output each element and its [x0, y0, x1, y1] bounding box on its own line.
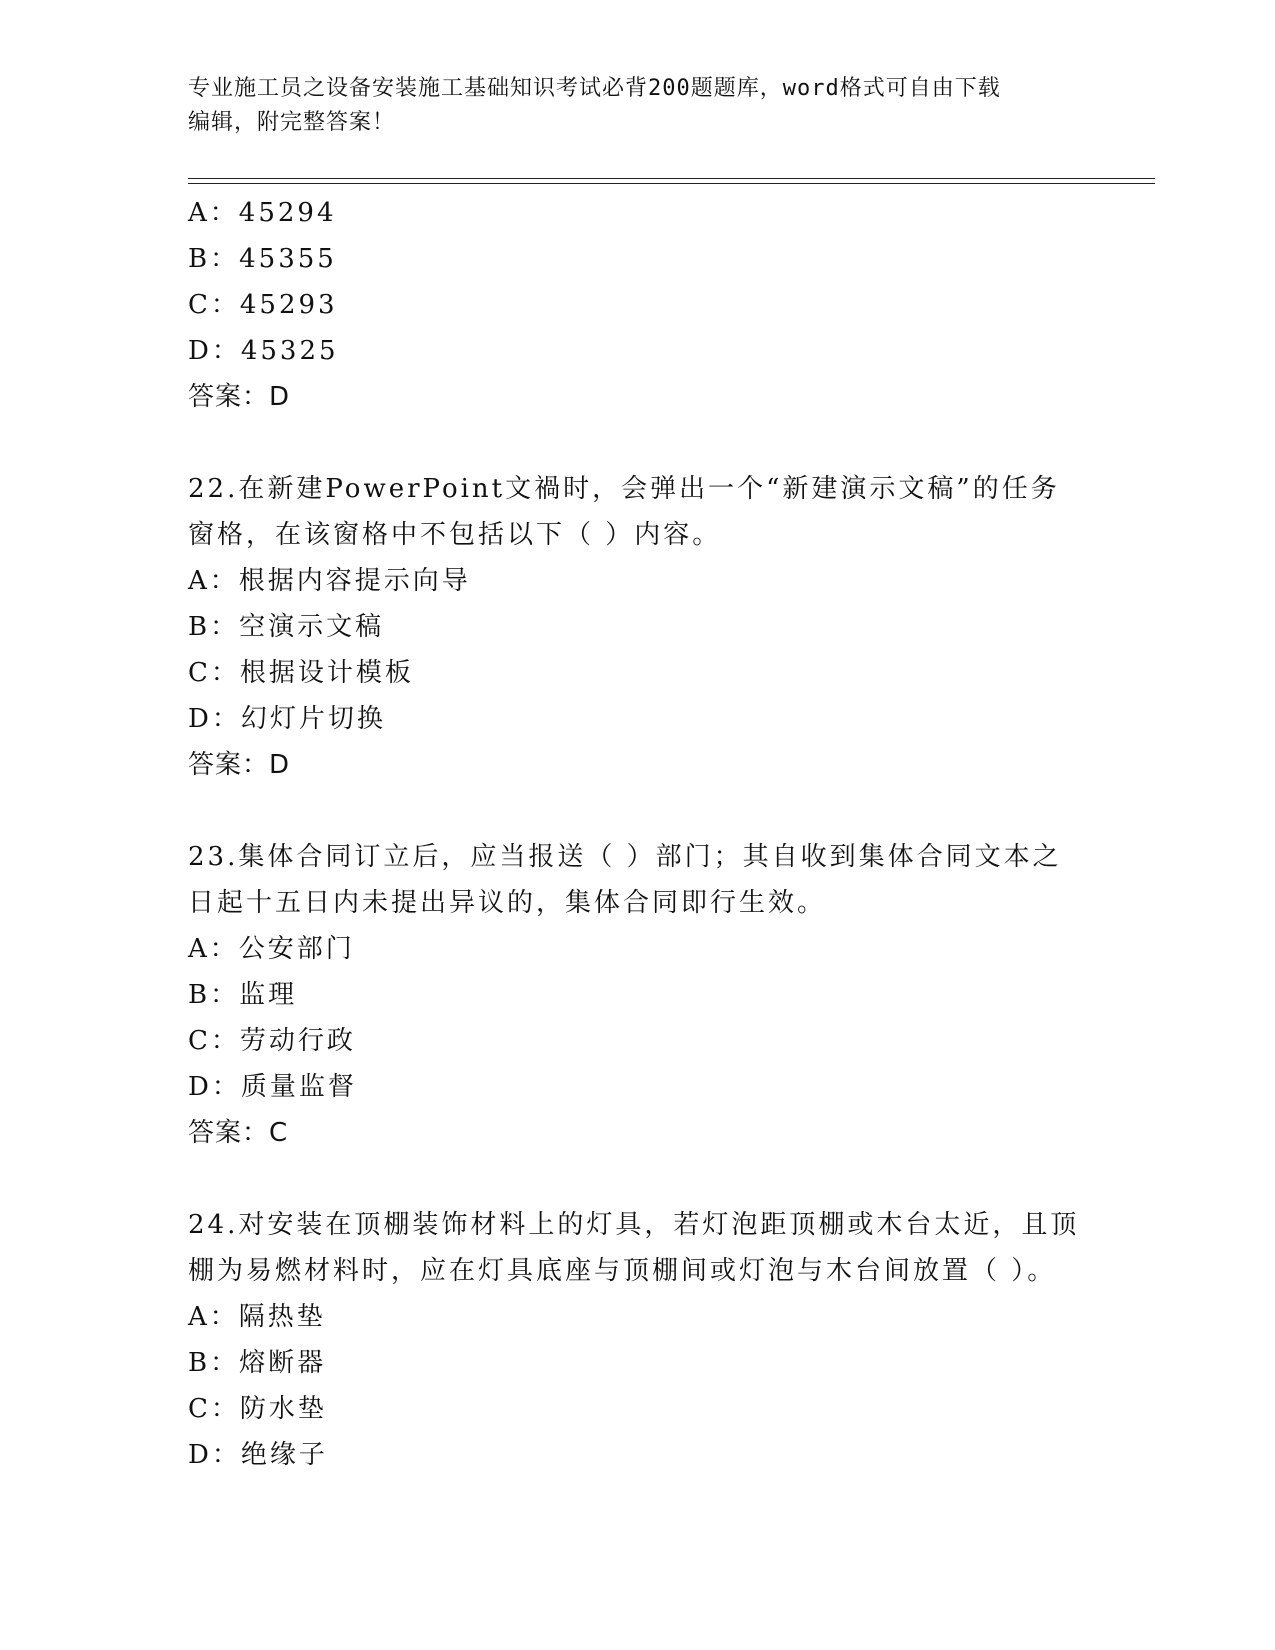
question-stem	[188, 834, 1108, 926]
option-c: C：45293	[188, 290, 338, 320]
question-stem-line: 棚为易燃材料时，应在灯具底座与顶棚间或灯泡与木台间放置（ ）。	[188, 1256, 1057, 1286]
option-d: D：质量监督	[188, 1072, 357, 1102]
answer-line: 答案：D	[188, 382, 291, 412]
document-header	[188, 72, 1088, 140]
option-d: D：45325	[188, 336, 339, 366]
option-c: C：劳动行政	[188, 1026, 356, 1056]
option-b: B：空演示文稿	[188, 612, 385, 642]
option-b: B：45355	[188, 244, 337, 274]
question-22	[188, 466, 1108, 788]
option-a: A：公安部门	[188, 934, 355, 964]
option-a: A：45294	[188, 198, 337, 228]
option-c: C：根据设计模板	[188, 658, 414, 688]
option-b: B：熔断器	[188, 1348, 327, 1378]
header-title-line-1: 专业施工员之设备安装施工基础知识考试必背200题题库，word格式可自由下载	[188, 76, 1001, 101]
answer-line: 答案：C	[188, 1118, 289, 1148]
option-c: C：防水垫	[188, 1394, 327, 1424]
header-divider-bottom	[188, 183, 1155, 184]
header-divider-top	[188, 178, 1155, 179]
question-stem-line: 22.在新建PowerPoint文禍时，会弹出一个“新建演示文稿”的任务	[188, 474, 1060, 504]
option-a: A：根据内容提示向导	[188, 566, 471, 596]
question-stem	[188, 1202, 1108, 1294]
question-stem-line: 日起十五日内未提出异议的，集体合同即行生效。	[188, 888, 827, 918]
question-23	[188, 834, 1108, 1156]
question-list	[188, 190, 1108, 1478]
question-stem	[188, 466, 1108, 558]
answer-line: 答案：D	[188, 750, 291, 780]
header-title-line-2: 编辑，附完整答案！	[188, 110, 396, 135]
question-24	[188, 1202, 1108, 1478]
option-d: D：幻灯片切换	[188, 704, 386, 734]
question-stem-line: 窗格，在该窗格中不包括以下（ ）内容。	[188, 520, 722, 550]
question-stem-line: 23.集体合同订立后，应当报送（ ）部门；其自收到集体合同文本之	[188, 842, 1062, 872]
option-b: B：监理	[188, 980, 298, 1010]
question-stem-line: 24.对安装在顶棚装饰材料上的灯具，若灯泡距顶棚或木台太近，且顶	[188, 1210, 1080, 1240]
option-d: D：绝缘子	[188, 1440, 328, 1470]
question-21-tail	[188, 190, 1108, 420]
option-a: A：隔热垫	[188, 1302, 326, 1332]
